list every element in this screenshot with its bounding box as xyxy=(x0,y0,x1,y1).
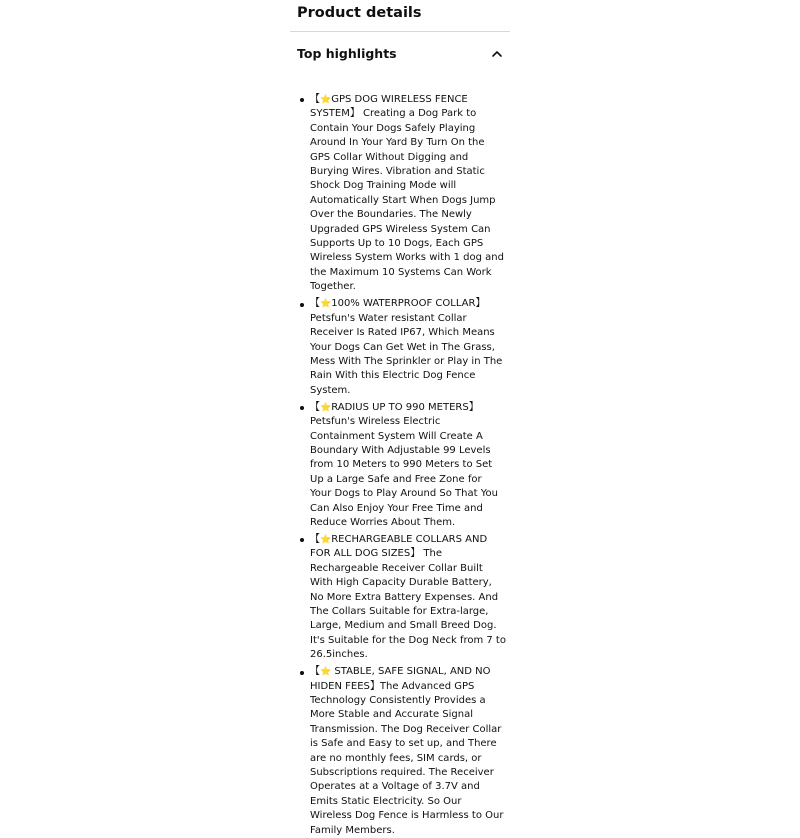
product-details-panel xyxy=(290,0,510,836)
list-item xyxy=(310,93,506,295)
list-item xyxy=(310,533,506,663)
highlight-text: Petsfun's Water resistant Collar Receiver Is Rated IP67, Which Means Your Dogs Can Get Wet in The Grass, Mess With The Sprinkler or Play in The Rain With this Electric Dog Fence System. xyxy=(310,312,503,396)
star-icon: ⭐ xyxy=(320,299,332,310)
chevron-up-icon[interactable] xyxy=(492,48,502,58)
star-icon: ⭐ xyxy=(320,667,332,678)
page-title: Product details xyxy=(297,5,422,21)
highlight-heading: RADIUS UP TO 990 METERS】 xyxy=(331,401,479,413)
list-item xyxy=(310,297,506,398)
highlight-text: Creating a Dog Park to Contain Your Dogs Safely Playing Around In Your Yard By Turn On the GPS Collar Without Digging and Burying Wires. Vibration and Static Shock Dog Training Mode will Automatically Start When Dogs Jump Over the Boundaries. The Newly Upgraded GPS Wireless System Can Supports Up to 10 Dogs, Each GPS Wireless System Works with 1 dog and the Maximum 10 Systems Can Work Together. xyxy=(310,108,504,293)
bracket-open: 【 xyxy=(310,401,320,413)
star-icon: ⭐ xyxy=(320,402,332,413)
top-highlights-header[interactable] xyxy=(290,32,510,74)
highlight-heading: GPS DOG WIRELESS FENCE SYSTEM】 xyxy=(310,94,468,120)
highlight-text: The Rechargeable Receiver Collar Built With High Capacity Durable Battery, No More Extra Battery Expenses. And The Collars Suitable for Extra-large, Large, Medium and Small Breed Dog. It's Suitable for the Dog Neck from 7 to 26.5inches. xyxy=(310,548,506,661)
star-icon: ⭐ xyxy=(320,95,332,105)
bracket-open: 【 xyxy=(310,533,320,545)
bracket-open: 【 xyxy=(310,94,320,105)
highlight-heading: RECHARGEABLE COLLARS AND FOR ALL DOG SIZES】 xyxy=(310,533,488,560)
section-label: Top highlights xyxy=(297,45,397,61)
bracket-open: 【 xyxy=(310,666,320,678)
list-item xyxy=(310,665,506,838)
highlight-heading: 100% WATERPROOF COLLAR】 xyxy=(331,298,486,310)
highlight-text: Petsfun's Wireless Electric Containment System Will Create A Boundary With Adjustable 99 Levels from 10 Meters to 990 Meters to Set Up a Large Safe and Free Zone for Your Dogs to Play Around So That You Can Also Enjoy Your Free Time and Reduce Worries About Them. xyxy=(310,416,498,528)
list-item xyxy=(310,401,506,531)
highlights-list xyxy=(290,93,510,838)
star-icon: ⭐ xyxy=(320,534,332,545)
highlight-text: The Advanced GPS Technology Consistently Provides a More Stable and Accurate Signal Transmission. The Dog Receiver Collar is Safe and Easy to set up, and There are no monthly fees, SIM cards, or Subscriptions required. The Receiver Operates at a Voltage of 3.7V and Emits Static Electricity. So Our Wireless Dog Fence is Harmless to Our Family Members. xyxy=(310,680,504,836)
bracket-open: 【 xyxy=(310,298,320,310)
highlight-heading: STABLE, SAFE SIGNAL, AND NO HIDEN FEES】 xyxy=(310,666,491,692)
